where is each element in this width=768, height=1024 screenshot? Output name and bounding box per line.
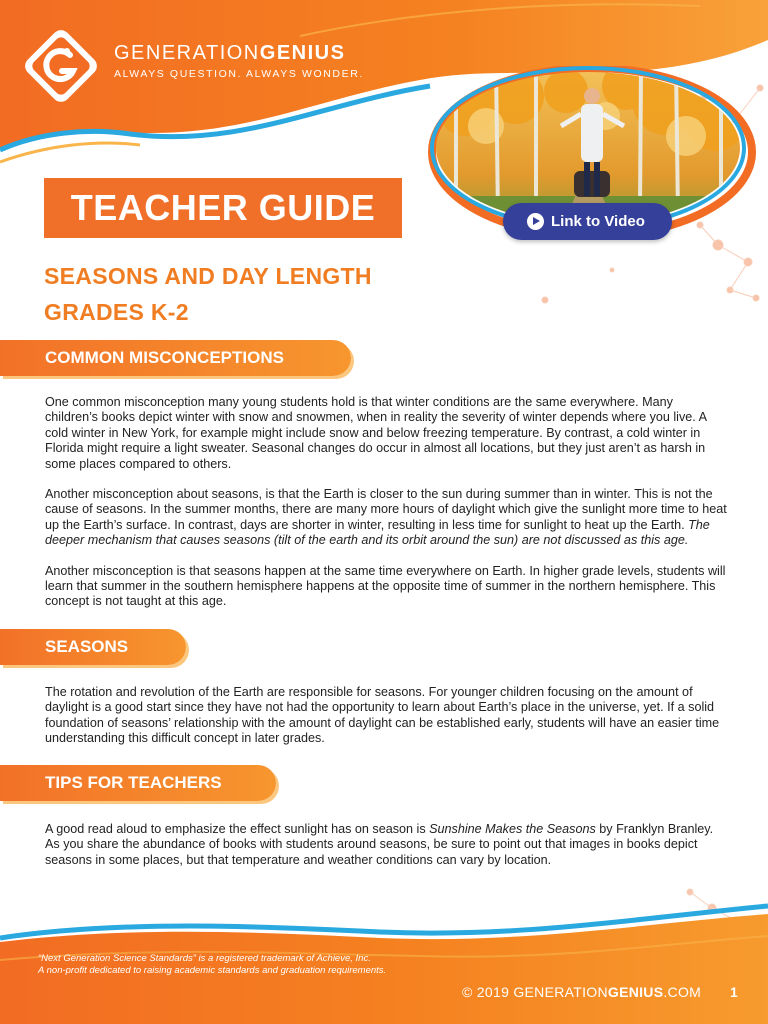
footer-trademark-note: “Next Generation Science Standards” is a registered trademark of Achieve, Inc. A non-profit dedicated to raising academic standards and graduation requirements. [38,953,387,976]
brand-name: GENERATIONGENIUS [114,42,346,64]
footer-copyright: © 2019 GENERATIONGENIUS.COM [462,984,702,1000]
section-heading-misconceptions: COMMON MISCONCEPTIONS [0,340,351,376]
brand-block [114,42,364,80]
lesson-title: SEASONS AND DAY LENGTH [44,263,372,289]
lesson-subtitle [44,258,372,330]
section-heading-seasons: SEASONS [0,629,186,665]
misconceptions-paragraph-1: One common misconception many young students hold is that winter conditions are the same everywhere. Many children’s books depict winter with snow and snowmen, when in reality the severity of winter depends where you live. A cold winter in New York, for example might include snow and below freezing temperature. By contrast, a cold winter in Florida might require a light sweater. Seasonal changes do occur in almost all locations, but they just aren’t as harsh in some places compared to others. [45,395,707,471]
link-to-video-label: Link to Video [551,213,645,230]
misconceptions-body [45,395,727,625]
misconceptions-paragraph-3: Another misconception is that seasons happen at the same time everywhere on Earth. In higher grade levels, students will learn that summer in the southern hemisphere happens at the opposite time of summer in the northern hemisphere. This concept is not taught at this age. [45,563,726,609]
seasons-body [45,685,727,762]
seasons-paragraph-1: The rotation and revolution of the Earth are responsible for seasons. For younger children focusing on the amount of daylight is a good start since they have not had the opportunity to learn about Earth’s place in the universe, yet. If a solid foundation of seasons’ relationship with the amount of daylight can be established early, students will have an easier time understanding this difficult concept in later grades. [45,685,720,746]
page-title: TEACHER GUIDE [44,178,402,238]
book-title: Sunshine Makes the Seasons [429,822,596,836]
footer-background [0,880,768,1024]
section-heading-tips: TIPS FOR TEACHERS [0,765,276,801]
logo-icon [20,25,102,107]
misconceptions-paragraph-2: Another misconception about seasons, is that the Earth is closer to the sun during summer than in winter. This is not the cause of seasons. In the summer months, there are many more hours of daylight which give the sunlight more time to heat up the Earth’s surface. In contrast, days are shorter in winter, resulting in less time for sunlight to heat up the Earth. The deeper mechanism that causes seasons (tilt of the earth and its orbit around the sun) are not discussed as this age. [45,487,727,548]
page-number: 1 [730,984,738,1000]
link-to-video-button[interactable] [503,203,672,240]
play-circle-icon [527,213,544,230]
tips-paragraph-1: A good read aloud to emphasize the effect sunlight has on season is Sunshine Makes the Seasons by Franklyn Branley. As you share the abundance of books with students around seasons, be sure to point out that images in books depict seasons in some places, but that temperature and weather conditions can vary by location. [45,822,714,867]
brand-tagline: ALWAYS QUESTION. ALWAYS WONDER. [114,68,364,80]
grade-level: GRADES K-2 [44,299,189,325]
tips-body [45,822,727,883]
